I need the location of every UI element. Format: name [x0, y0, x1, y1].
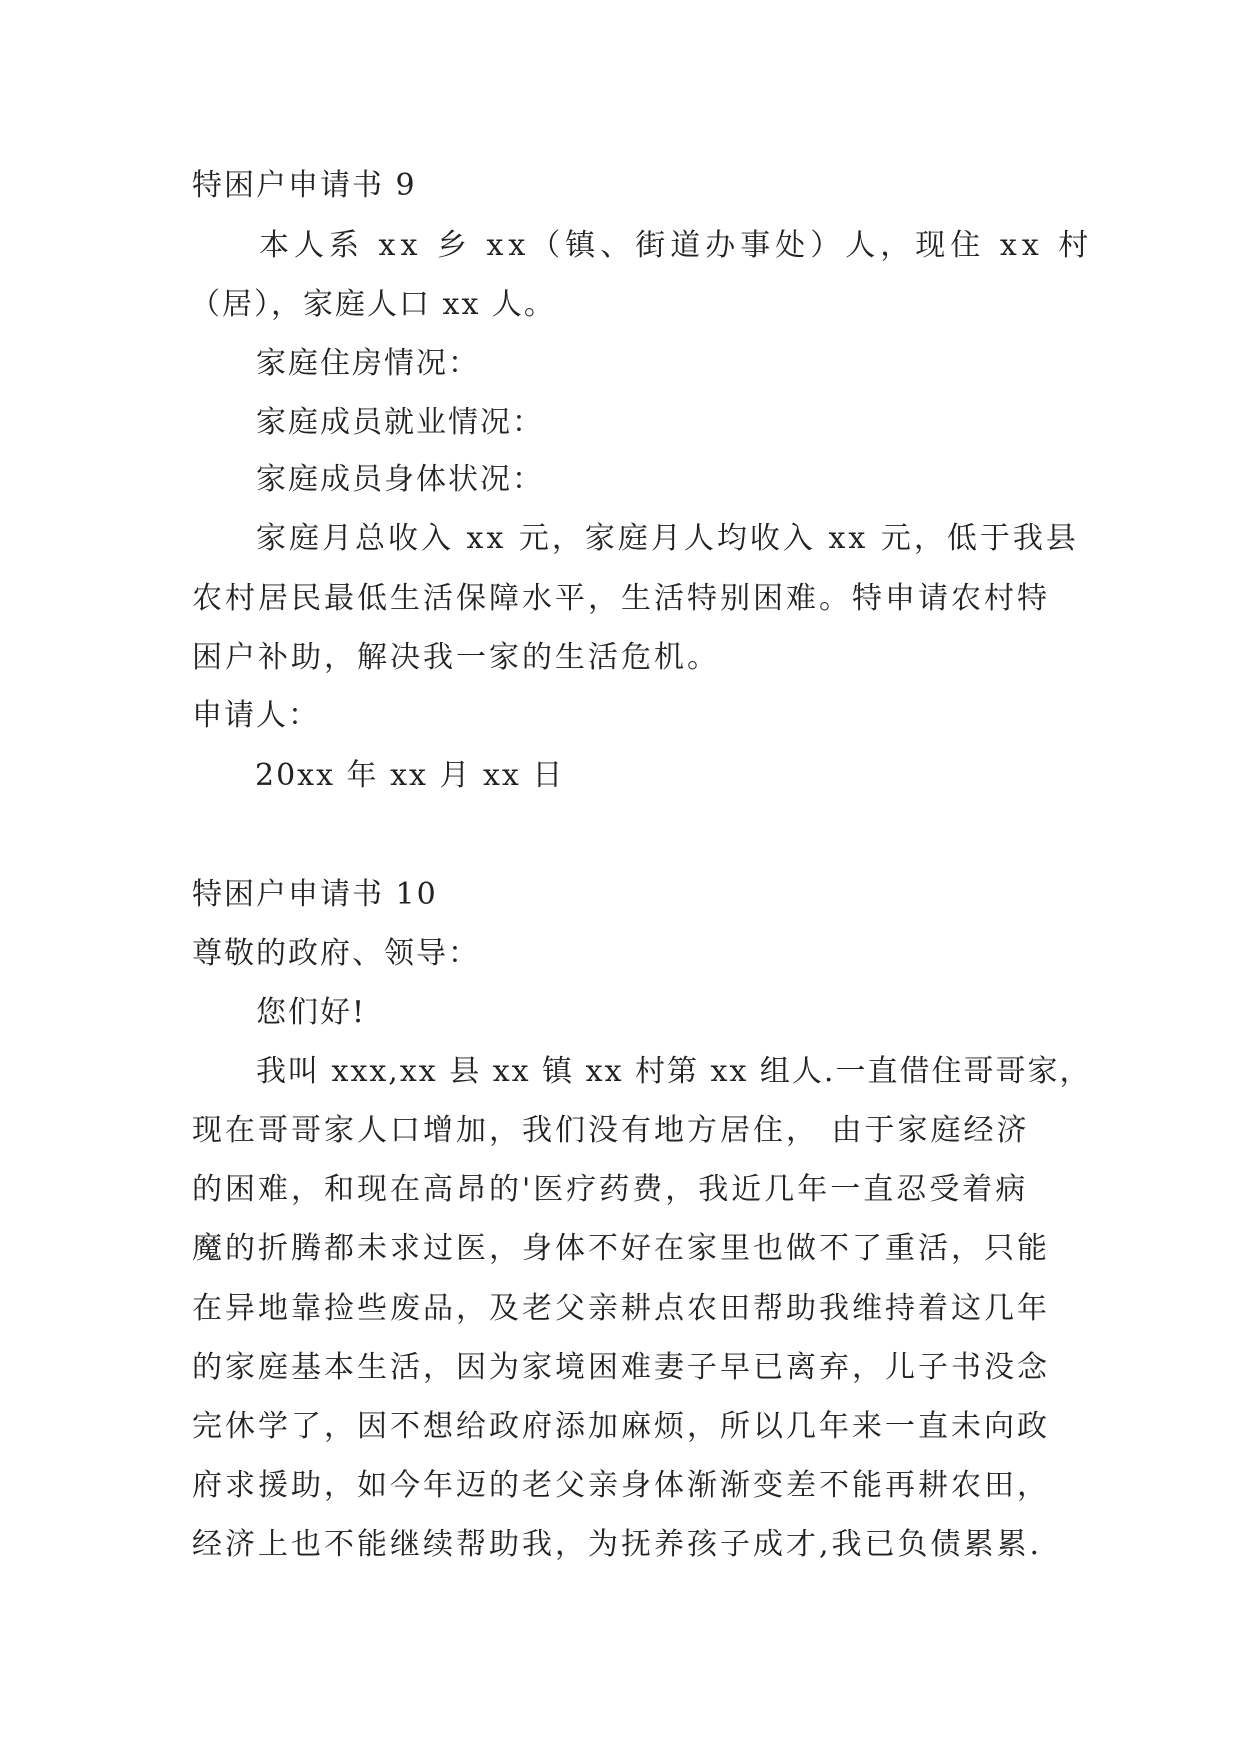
section-10-salutation: 尊敬的政府、领导：	[192, 936, 480, 971]
section-10-line-4: 魔的折腾都未求过医，身体不好在家里也做不了重活，只能	[192, 1231, 1050, 1266]
section-10-line-5: 在异地靠捡些废品，及老父亲耕点农田帮助我维持着这几年	[192, 1291, 1050, 1326]
section-9-line-1: 本人系 xx 乡 xx（镇、街道办事处）人，现住 xx 村	[259, 228, 1094, 263]
section-10-line-1: 我叫 xxx,xx 县 xx 镇 xx 村第 xx 组人.一直借住哥哥家，	[256, 1054, 1092, 1089]
section-10-line-2: 现在哥哥家人口增加，我们没有地方居住， 由于家庭经济	[192, 1113, 1030, 1148]
section-10-line-3: 的困难，和现在高昂的'医疗药费，我近几年一直忍受着病	[192, 1172, 1029, 1207]
section-9-applicant: 申请人：	[192, 698, 320, 733]
section-9-line-7: 农村居民最低生活保障水平，生活特别困难。特申请农村特	[192, 581, 1050, 616]
section-9-line-4: 家庭成员就业情况：	[256, 405, 544, 440]
section-10-title: 特困户申请书 10	[192, 877, 438, 912]
section-9-line-3: 家庭住房情况：	[256, 346, 480, 381]
section-10-line-6: 的家庭基本生活，因为家境困难妻子早已离弃，儿子书没念	[192, 1350, 1050, 1385]
section-10-line-8: 府求援助，如今年迈的老父亲身体渐渐变差不能再耕农田，	[192, 1468, 1050, 1503]
section-9-line-2: （居），家庭人口 xx 人。	[190, 287, 556, 322]
section-9-title: 特困户申请书 9	[192, 168, 417, 203]
section-9-line-6: 家庭月总收入 xx 元，家庭月人均收入 xx 元，低于我县	[256, 521, 1079, 556]
section-10-line-9: 经济上也不能继续帮助我，为抚养孩子成才,我已负债累累.	[192, 1527, 1043, 1562]
section-10-greeting: 您们好!	[256, 995, 367, 1030]
section-9-line-5: 家庭成员身体状况：	[256, 462, 544, 497]
section-9-line-8: 困户补助，解决我一家的生活危机。	[192, 640, 720, 675]
section-9-date: 20xx 年 xx 月 xx 日	[255, 758, 565, 793]
section-10-line-7: 完休学了，因不想给政府添加麻烦，所以几年来一直未向政	[192, 1409, 1050, 1444]
